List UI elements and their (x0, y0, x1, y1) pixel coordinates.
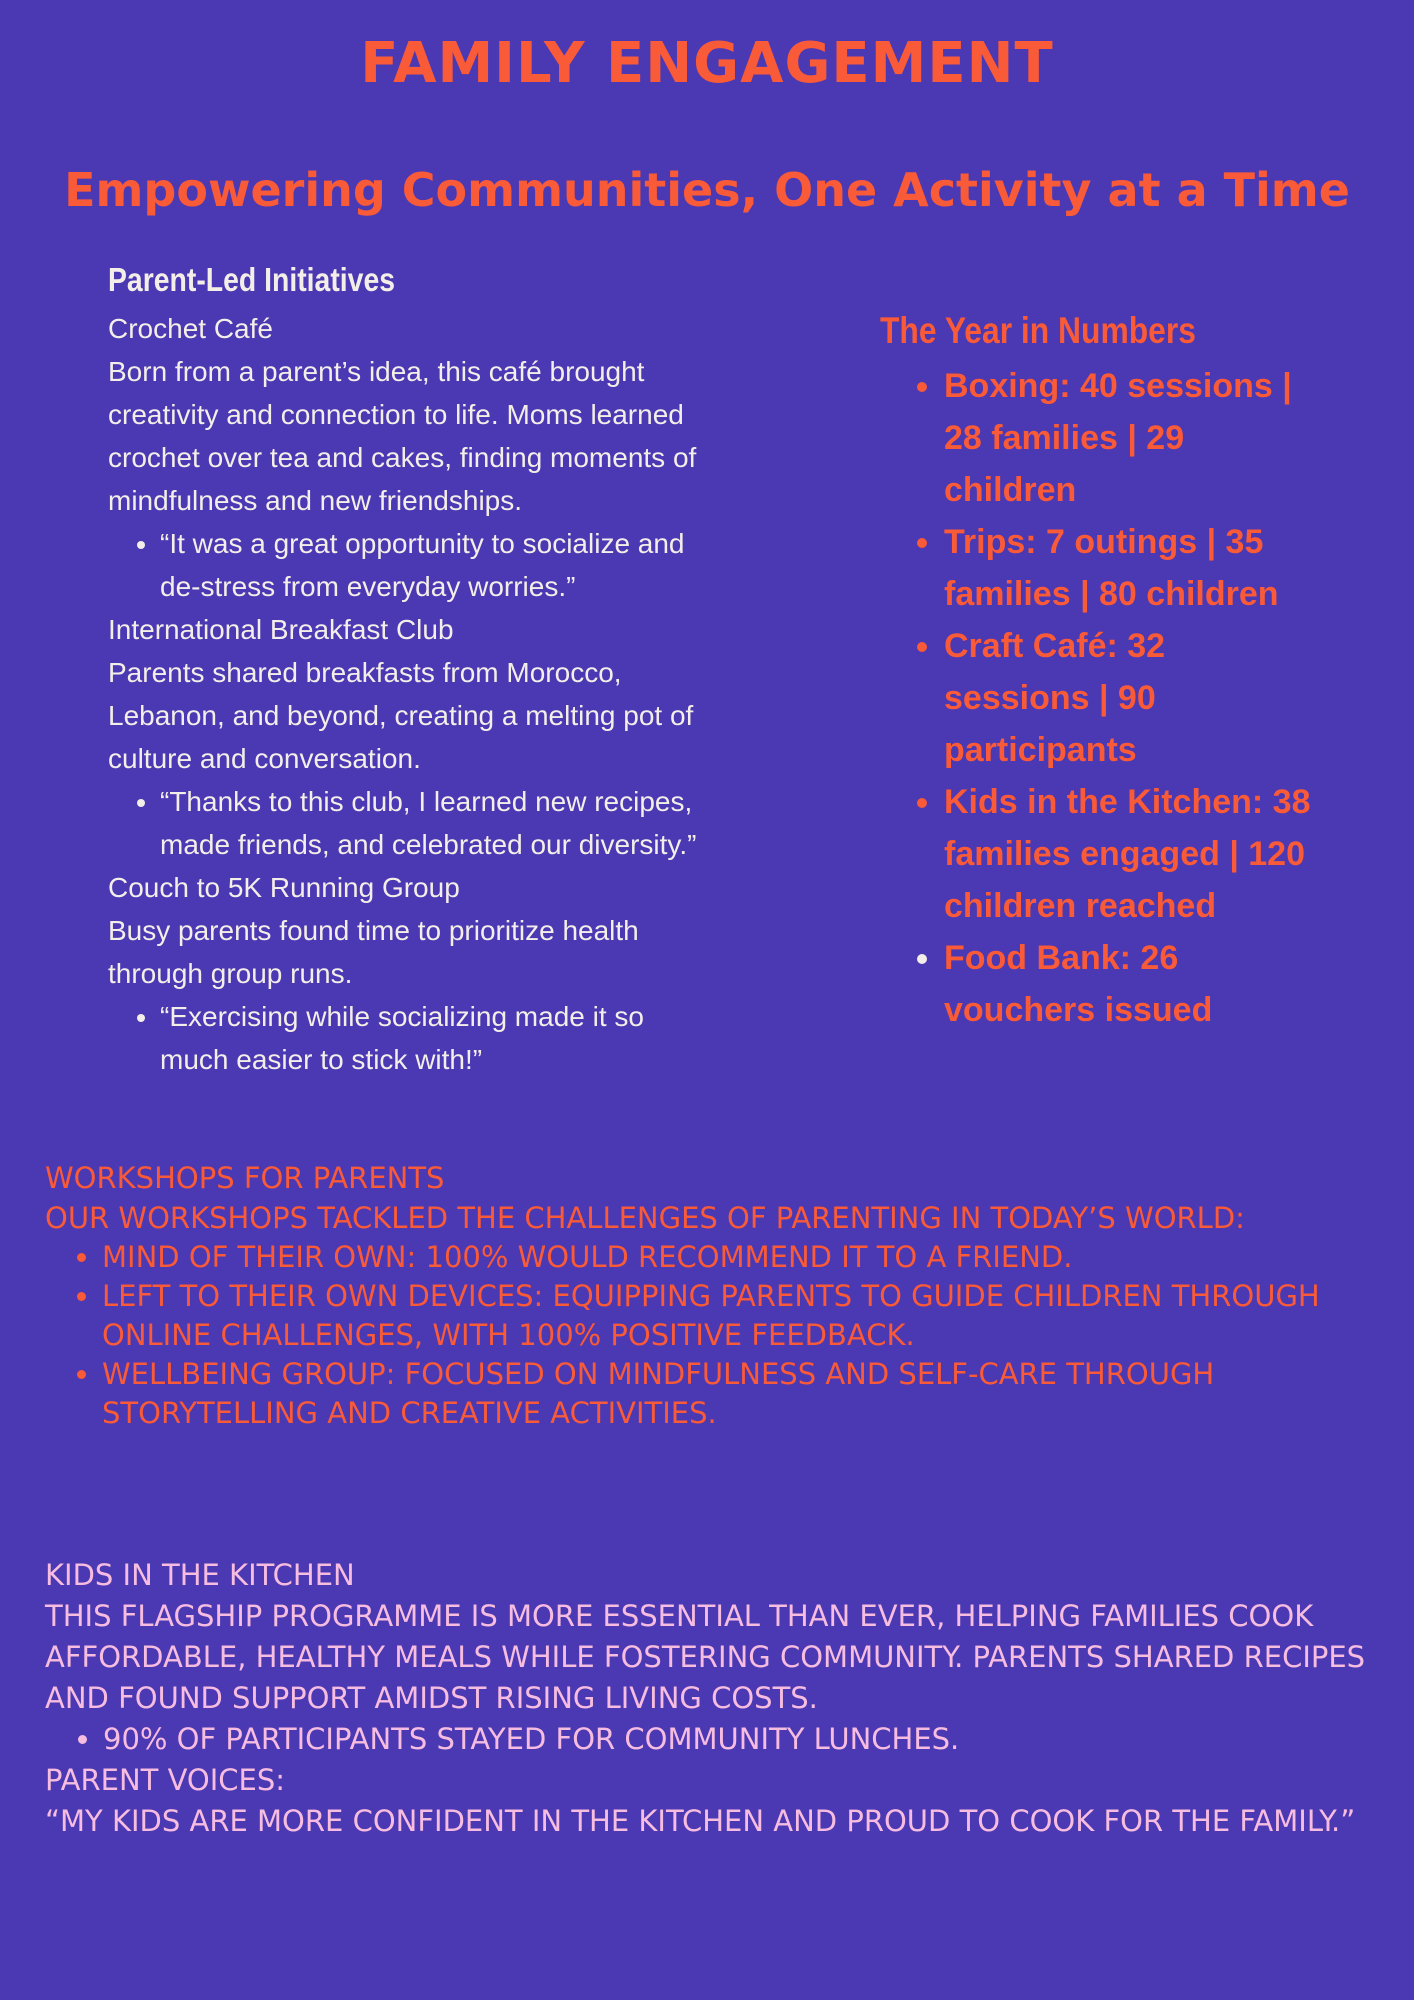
workshops-list (45, 1238, 1375, 1433)
parent-voices-label: PARENT VOICES: (45, 1763, 286, 1797)
numbers-item-food-bank: • Food Bank: 26 vouchers issued (944, 932, 1320, 1036)
initiative-description: Born from a parent’s idea, this café brought creativity and connection to life. Moms learned crochet over tea and cakes, finding moments of mindfulness and new friendships. (108, 356, 697, 516)
kitchen-stat-list (45, 1719, 1375, 1760)
parent-voice-quote: “MY KIDS ARE MORE CONFIDENT IN THE KITCHEN AND PROUD TO COOK FOR THE FAMILY.” (45, 1804, 1356, 1838)
year-in-numbers-section (880, 306, 1320, 1036)
workshop-item: • MIND OF THEIR OWN: 100% WOULD RECOMMEND IT TO A FRIEND. (102, 1238, 1375, 1277)
numbers-item-kids-kitchen: • Kids in the Kitchen: 38 families engaged | 120 children reached (944, 776, 1320, 932)
initiative-running-group (108, 866, 708, 1081)
initiative-quote-list (108, 995, 708, 1081)
initiative-quote: • “Exercising while socializing made it so much easier to stick with!” (160, 995, 708, 1081)
initiative-quote: • “Thanks to this club, I learned new recipes, made friends, and celebrated our diversity.” (160, 780, 708, 866)
numbers-heading: The Year in Numbers (880, 310, 1196, 351)
workshops-heading: WORKSHOPS FOR PARENTS (45, 1161, 445, 1195)
numbers-item-boxing: • Boxing: 40 sessions | 28 families | 29 children (944, 360, 1320, 516)
initiative-quote-list (108, 522, 708, 608)
initiative-quote: • “It was a great opportunity to socialize and de-stress from everyday worries.” (160, 522, 708, 608)
workshops-section (45, 1158, 1375, 1433)
initiative-name: Couch to 5K Running Group (108, 872, 460, 903)
numbers-list (880, 360, 1320, 1036)
kitchen-stat: • 90% OF PARTICIPANTS STAYED FOR COMMUNITY LUNCHES. (103, 1719, 1375, 1760)
page-title: FAMILY ENGAGEMENT (360, 31, 1054, 96)
page-subtitle: Empowering Communities, One Activity at a Time (64, 163, 1350, 217)
workshop-item: • WELLBEING GROUP: FOCUSED ON MINDFULNESS AND SELF-CARE THROUGH STORYTELLING AND CREATIVE ACTIVITIES. (102, 1355, 1375, 1433)
workshop-item: • LEFT TO THEIR OWN DEVICES: EQUIPPING PARENTS TO GUIDE CHILDREN THROUGH ONLINE CHALLENGES, WITH 100% POSITIVE FEEDBACK. (102, 1277, 1375, 1355)
initiative-description: Busy parents found time to prioritize health through group runs. (108, 915, 639, 989)
numbers-item-trips: • Trips: 7 outings | 35 families | 80 children (944, 516, 1320, 620)
kitchen-description: THIS FLAGSHIP PROGRAMME IS MORE ESSENTIAL THAN EVER, HELPING FAMILIES COOK AFFORDABLE, HEALTHY MEALS WHILE FOSTERING COMMUNITY. PARENTS SHARED RECIPES AND FOUND SUPPORT AMIDST RISING LIVING COSTS. (45, 1599, 1366, 1715)
parent-led-initiatives-section (108, 257, 708, 1081)
kids-in-the-kitchen-section (45, 1555, 1375, 1842)
initiative-name: International Breakfast Club (108, 614, 454, 645)
workshops-intro: OUR WORKSHOPS TACKLED THE CHALLENGES OF PARENTING IN TODAY’S WORLD: (45, 1201, 1245, 1235)
initiative-name: Crochet Café (108, 313, 273, 344)
initiative-crochet-cafe (108, 307, 708, 608)
numbers-item-craft-cafe: • Craft Café: 32 sessions | 90 participants (944, 620, 1320, 776)
kitchen-heading: KIDS IN THE KITCHEN (45, 1558, 355, 1592)
initiative-description: Parents shared breakfasts from Morocco, Lebanon, and beyond, creating a melting pot of culture and conversation. (108, 657, 694, 774)
initiatives-heading: Parent-Led Initiatives (108, 261, 396, 298)
initiative-quote-list (108, 780, 708, 866)
initiative-breakfast-club (108, 608, 708, 866)
